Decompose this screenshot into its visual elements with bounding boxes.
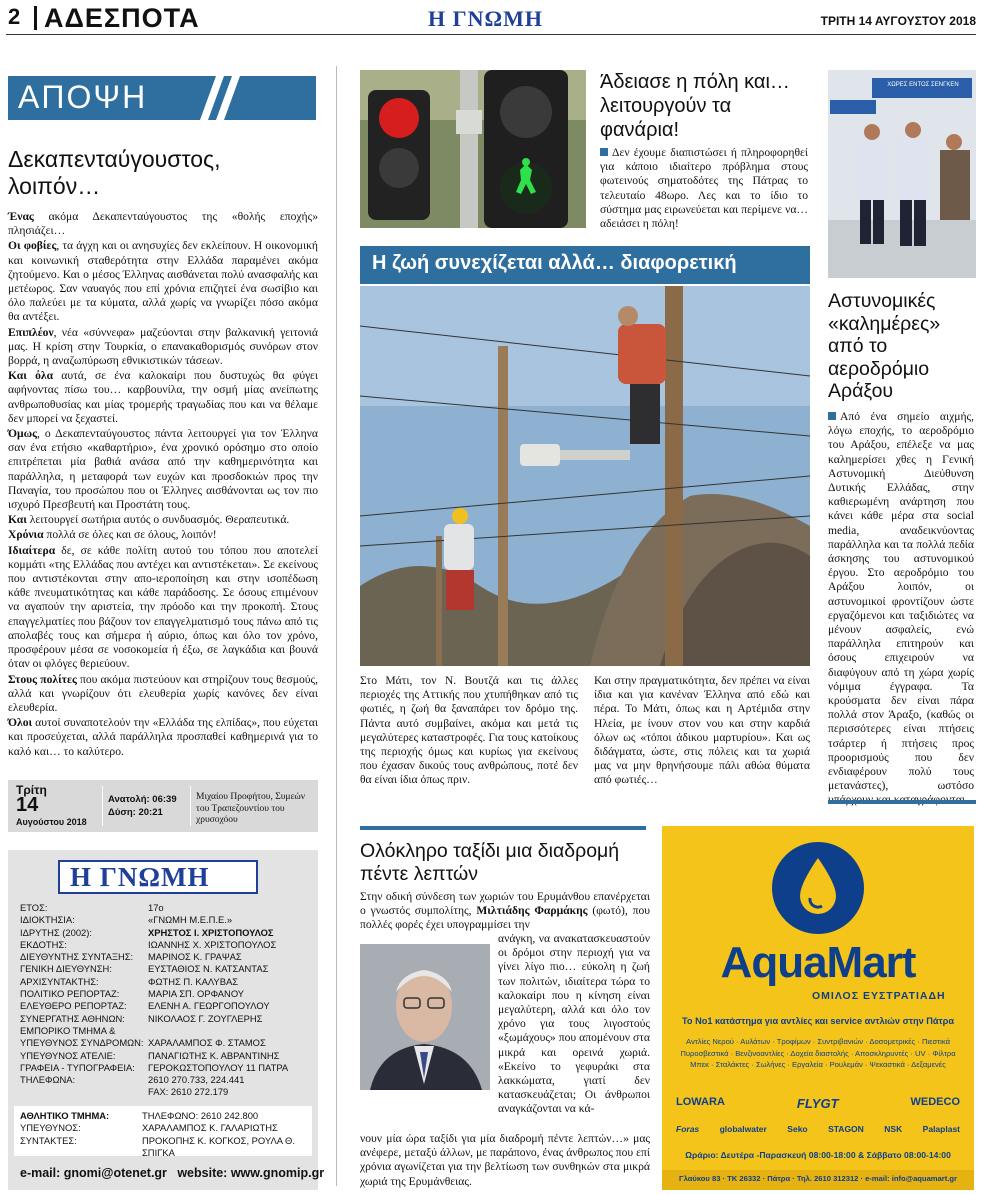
saints-of-day: Μιχαίου Προφήτου, Συμεών του Τραπεζουντίου του χρυσοχόου [196, 792, 306, 825]
staff-box [8, 850, 325, 1190]
staff-row: FAX: 2610 272.179 [148, 1086, 229, 1098]
bullet-square-icon [600, 148, 608, 156]
police-rule [828, 800, 976, 804]
traffic-lights-photo [360, 70, 586, 228]
life-col2: Και στην πραγματικότητα, δεν πρέπει να είναι ίδια και για κανέναν Έλληνα από εδώ και πέρα. Το Μάτι, όπως και η Αρτέμιδα στην Ηλεία, με ίνουν στον νου και στην καρδιά όλων ως «τόποι άδικου μαρτυρίου». Και ως διδάγματα, ώστε, στις πόλεις και τα χωριά μας να μην θρηνήσουμε πάλι αθώα θύματα από φωτιές… [594, 674, 810, 787]
staff-list [20, 902, 310, 1099]
staff-row: ΙΔΡΥΤΗΣ (2002): ΧΡΗΣΤΟΣ Ι. ΧΡΙΣΤΟΠΟΥΛΟΣ [20, 926, 274, 938]
brand-logo: Foras [676, 1124, 700, 1134]
masthead-logo: Η ΓΝΩΜΗ [428, 6, 543, 31]
lights-headline: Άδειασε η πόλη και… λειτουργούν τα φανάρια! [600, 71, 790, 141]
staff-row: ΥΠΕΥΘΥΝΟΣ ΑΤΕΛΙΕ: ΠΑΝΑΓΙΩΤΗΣ Κ. ΑΒΡΑΝΤΙΝΗΣ [20, 1049, 280, 1061]
brand-logo: LOWARA [676, 1096, 725, 1108]
staff-row: ΕΚΔΟΤΗΣ: ΙΩΑΝΝΗΣ Χ. ΧΡΙΣΤΟΠΟΥΛΟΣ [20, 938, 277, 950]
header-rule [6, 34, 976, 35]
sunset: Δύση: 20:21 [108, 807, 163, 818]
trip-headline: Ολόκληρο ταξίδι μια διαδρομή πέντε λεπτών [360, 840, 620, 885]
ad-address: Γλαύκου 83 · ΤΚ 26332 · Πάτρα · Τηλ. 2610 312312 · e-mail: info@aquamart.gr [679, 1174, 957, 1183]
brand-logos-row1 [676, 1096, 960, 1111]
portrait-photo [360, 944, 490, 1090]
opinion-title [8, 146, 318, 200]
brand-logo: FLYGT [796, 1096, 839, 1111]
staff-logo: Η ΓΝΩΜΗ [70, 862, 210, 892]
section-title: ΑΔΕΣΠΟΤΑ [44, 3, 200, 33]
staff-row: ΓΡΑΦΕΙΑ - ΤΥΠΟΓΡΑΦΕΙΑ: ΓΕΡΟΚΩΣΤΟΠΟΥΛΟΥ 11 ΠΑΤΡΑ [20, 1061, 289, 1073]
almanac-month-year: Αυγούστου 2018 [16, 817, 87, 827]
contact-footer: e-mail: gnomi@otenet.gr website: www.gnomip.gr [20, 1166, 325, 1180]
column-rule [336, 66, 337, 1186]
bullet-square-icon [828, 412, 836, 420]
brand-logos-row2 [676, 1124, 960, 1134]
sunrise: Ανατολή: 06:39 [108, 794, 177, 805]
opinion-title-line2: λοιπόν… [8, 173, 101, 199]
almanac-divider [102, 786, 103, 826]
opinion-title-line1: Δεκαπενταύγουστος, [8, 146, 221, 172]
police-body: Από ένα σημείο αιχμής, λόγω εποχής, το αεροδρόμιο του Αράξου, επέλεξε να μας καλημερίσει χθες η Γενική Αστυνομική Διεύθυνση Δυτικής Ελλάδας, στην καθιερωμένη ανάρτηση που κάνει κάθε μέρα στα social media, αναδεικνύοντας παράλληλα και τα πολλά πεδία άσκησης του αστυνομικού έργου. Στο αεροδρόμιο του Αράξου λοιπόν, οι αστυνομικοί φροντίζουν ώστε εργαζόμενοι και ταξιδιώτες να μένουν ασφαλείς, ενώ παράλληλα επιτηρούν και όσους επιχειρούν να διαφύγουν από τη χώρα χωρίς νόμιμα έγγραφα. Τα κρούσματα δεν είναι πάρα πολλά στον Άραξο, (καθώς οι περισσότερες είναι πτήσεις τσάρτερ ή πτήσεις προς προορισμούς που δεν ενδιαφέρουν πολύ τους μετανάστες), ωστόσο [828, 410, 974, 793]
trip-beside-photo: ανάγκη, να ανακατασκευαστούν οι δρόμοι στην περιοχή για να γίνει λίγο πιο… εύκολη η ζωή των πολιτών, ιδιαίτερα τώρα το καλοκαίρι που η κίνηση είναι μεγαλύτερη, αλλά και όλο τον χρόνο για τους λιγοστούς «ξωμάχους» που απομένουν στα μικρά και ορεινά χωριά. «Εκείνο το γεφυράκι στα λακκώματα, γιατί δεν κατασκευάζεται; Οι άνθρωποι αναγκάζονται να κά- [498, 932, 650, 1116]
brand-logo: WEDECO [910, 1096, 960, 1108]
sports-section [14, 1106, 312, 1156]
almanac-day-number: 14 [16, 794, 39, 816]
header-divider [34, 6, 37, 30]
opinion-banner [8, 76, 316, 120]
linemen-photo [360, 286, 810, 666]
lights-body: Δεν έχουμε διαπιστώσει ή πληροφορηθεί για κάποιο ιδιαίτερο πρόβλημα στους φωτεινούς σηματοδότες της Πάτρας το τελευταίο 48ωρο. Λες και το ίδιο το σύστημα μας ειρωνεύεται και περίμενε να… αδειάσει η πόλη! [600, 146, 808, 231]
staff-row: ΙΔΙΟΚΤΗΣΙΑ: «ΓΝΩΜΗ Μ.Ε.Π.Ε.» [20, 914, 233, 926]
header-date: ΤΡΙΤΗ 14 ΑΥΓΟΥΣΤΟΥ 2018 [820, 14, 976, 28]
staff-row: ΓΕΝΙΚΗ ΔΙΕΥΘΥΝΣΗ: ΕΥΣΤΑΘΙΟΣ Ν. ΚΑΤΣΑΝΤΑΣ [20, 963, 269, 975]
opinion-banner-text: ΑΠΟΨΗ [18, 79, 148, 115]
staff-row: ΥΠΕΥΘΥΝΟΣ: ΧΑΡΑΛΑΜΠΟΣ Κ. ΓΑΛΑΡΙΩΤΗΣ [20, 1122, 278, 1134]
paragraph: Στους πολίτες που ακόμα πιστεύουν και στηρίζουν τους θεσμούς, αλλά και γνωρίζουν ότι ελευθερία χωρίς κανόνες δεν είναι ελευθερία. [8, 672, 318, 714]
paragraph: Και όλα αυτά, σε ένα καλοκαίρι που δυστυχώς θα φύγει αφήνοντας πίσω του… καρβουνίλα, την οσμή μίας ανείπωτης ανθρωποθυσίας και μίας τρομερής τραγωδίας που και να θέλαμε δεν μπορεί να ξεχαστεί. [8, 369, 318, 425]
paragraph: Επιπλέον, νέα «σύννεφα» μαζεύονται στην βαλκανική γειτονιά μας. Η κρίση στην Τουρκία, ο επανακαθορισμός συνόρων στον βορρά, η αναζωπύρωση εθνικιστικών τάσεων. [8, 325, 318, 368]
page-header [0, 0, 1000, 38]
trip-tail: νουν μία ώρα ταξίδι για μία διαδρομή πέντε λεπτών…» μας ανέφερε, μεταξύ άλλων, με παράπονο, ένας άνθρωπος που επί χρόνια αγωνίζεται για την βελτίωση των συνθηκών στα μικρά χωριά της Ερυμάνθειας. [360, 1132, 650, 1188]
staff-row: ΔΙΕΥΘΥΝΤΗΣ ΣΥΝΤΑΞΗΣ: ΜΑΡΙΝΟΣ Κ. ΓΡΑΨΑΣ [20, 951, 242, 963]
almanac-box [8, 780, 318, 832]
life-story-title: Η ζωή συνεχίζεται αλλά… διαφορετική [372, 252, 737, 274]
opinion-body [8, 210, 318, 760]
staff-row: ΠΟΛΙΤΙΚΟ ΡΕΠΟΡΤΑΖ: ΜΑΡΙΑ ΣΠ. ΟΡΦΑΝΟΥ [20, 988, 245, 1000]
paragraph: Οι φοβίες, τα άγχη και οι ανησυχίες δεν εκλείπουν. Η οικονομική και κοινωνική σταθερότητα στην Ελλάδα παραμένει ακόμα ζητούμενο. Και ο μέσος Έλληνας αισθάνεται πολύ ανασφαλής και μετέωρος. Σαν ναυαγός που επί χρόνια επιζητεί ένα σωσίβιο και όλο παλεύει με τα κύματα, αλλά χωρίς να γνωρίζει πόσο ακόμα θα αντέξει. [8, 239, 318, 324]
ad-tagline: Το Νο1 κατάστημα για αντλίες και service αντλιών στην Πάτρα [682, 1016, 954, 1026]
staff-row: ΣΥΝΕΡΓΑΤΗΣ ΑΘΗΝΩΝ: ΝΙΚΟΛΑΟΣ Γ. ΖΟΥΓΛΕΡΗΣ [20, 1012, 263, 1024]
life-col1: Στο Μάτι, τον Ν. Βουτζά και τις άλλες περιοχές της Αττικής που χτυπήθηκαν από τις φωτιές, η ζωή θα ξαναπάρει τον δρόμο της. Πάντα αυτό συμβαίνει, ακόμα και μετά τις μεγαλύτερες καταστροφές. Για τους κατοίκους της περιοχής όμως και κυρίως για εκείνους που έχασαν δικούς τους ανθρώπους, ποτέ δεν θα είναι ίδια όπως πριν. [360, 674, 578, 787]
paragraph: Χρόνια πολλά σε όλες και σε όλους, λοιπόν! [8, 528, 217, 542]
staff-row: ΤΗΛΕΦΩΝΑ: 2610 270.733, 224.441 [20, 1074, 245, 1086]
brand-logo: globalwater [719, 1124, 767, 1134]
brand-logo: NSK [884, 1124, 903, 1134]
ad-hours: Ωράριο: Δευτέρα -Παρασκευή 08:00-18:00 & Σάββατο 08:00-14:00 [685, 1150, 951, 1160]
water-drop-icon [770, 840, 866, 936]
staff-row: ΕΛΕΥΘΕΡΟ ΡΕΠΟΡΤΑΖ: ΕΛΕΝΗ Α. ΓΕΩΡΓΟΠΟΥΛΟΥ [20, 1000, 270, 1012]
ad-group: ΟΜΙΛΟΣ ΕΥΣΤΡΑΤΙΑΔΗ [812, 990, 946, 1002]
aquamart-ad [662, 826, 974, 1190]
paragraph: Όμως, ο Δεκαπενταύγουστος πάντα λειτουργεί για τον Έλληνα σαν ένα ετήσιο «καθαρτήριο», ένα χρονικό ορόσημο στο οποίο επιτρέπεται μία βαθιά ανάσα από την καθημερινότητα και παράλληλα, η μεταφορά των ευχών και προσδοκιών προς την Παναγία, του προσώπου που οι Έλληνες αισθάνονται ως τον πιο ισχυρό Πρεσβευτή και Προστάτη τους. [8, 427, 318, 512]
staff-row: ΕΤΟΣ: 17ο [20, 902, 164, 913]
airport-sign-text: ΧΩΡΕΣ ΕΝΤΟΣ ΣΕΝΓΚΕΝ [887, 82, 959, 88]
brand-logo: STAGON [828, 1124, 864, 1134]
staff-row: ΕΜΠΟΡΙΚΟ ΤΜΗΜΑ & [20, 1024, 116, 1036]
staff-row: ΣΥΝΤΑΚΤΕΣ: ΠΡΟΚΟΠΗΣ Κ. ΚΟΓΚΟΣ, ΡΟΥΛΑ Θ. ΣΠΙΓΚΑ [20, 1134, 295, 1158]
trip-intro: Στην οδική σύνδεση των χωριών του Ερυμάνθου επανέρχεται ο γνωστός συμπολίτης, Μιλτιάδης Φαρμάκης (φωτό), που πολλές φορές έχει υπογραμμίσει την [360, 890, 650, 932]
brand-logo: Seko [787, 1124, 808, 1134]
brand-logo: Palaplast [922, 1124, 960, 1134]
ad-brand: AquaMart [720, 938, 916, 987]
almanac-divider [190, 786, 191, 826]
police-headline: Αστυνομικές «καλημέρες» από το αεροδρόμιο Αράξου [828, 290, 941, 402]
ad-products: Αντλίες Νερού · Αυλάτων · Τροφίμων · Συντριβανιών · Δοσομετρικές · Πιεστικά Πυροσβεστικά · Βενζινοαντλίες · Δοχεία διαστολής · Αποσκληρυντές · UV · Φίλτρα Μπεκ · Σταλάκτες · Σωλήνες · Εργαλεία · Ρουλεμάν · Ψεκαστικά · Δεξαμενές [680, 1037, 956, 1069]
page-number: 2 [8, 4, 21, 29]
staff-row: ΑΘΛΗΤΙΚΟ ΤΜΗΜΑ: ΤΗΛΕΦΩΝΟ: 2610 242.800 [20, 1110, 259, 1121]
paragraph: Ιδιαίτερα δε, σε κάθε πολίτη αυτού του τόπου που αποτελεί κομμάτι «της Ελλάδας που αντέχει και αντιστέκεται». Σε εκείνους που αντιστέκονται στην απο-ιεροποίηση και στην ισοπέδωση κάθε πνευματικότητας και κάθε παράδοσης. Σε όσους επιμένουν να αγαπούν την αριστεία, την πρόοδο και την προκοπή. Στους επαγγελματίες που βάζουν τον επαγγελματισμό τους πάνω από τις απολαβές τους και σήμερα ή αύριο, όπως και όλο τον χρόνο, προσφέρουν μέσα σε νοσοκομεία ή έξω, σε λαγκάδια και βουνά όταν οι φλόγες θεριεύουν. [8, 543, 318, 671]
staff-row: ΥΠΕΥΘΥΝΟΣ ΣΥΝΔΡΟΜΩΝ: ΧΑΡΑΛΑΜΠΟΣ Φ. ΣΤΑΜΟΣ [20, 1037, 266, 1049]
paragraph: Ένας ακόμα Δεκαπενταύγουστος της «θολής εποχής» πλησιάζει… [8, 210, 318, 238]
paragraph: Όλοι αυτοί συναποτελούν την «Ελλάδα της ελπίδας», που εύχεται και προσεύχεται, αλλά παράλληλα προσπαθεί καθημερινά για το καλό και… το καλύτερο. [8, 716, 318, 758]
staff-row: ΑΡΧΙΣΥΝΤΑΚΤΗΣ: ΦΩΤΗΣ Π. ΚΑΛΥΒΑΣ [20, 975, 238, 987]
airport-police-photo [828, 70, 976, 278]
paragraph: Και λειτουργεί σωτήρια αυτός ο συνδυασμός. Θεραπευτικά. [8, 513, 290, 527]
life-story-banner [360, 246, 810, 284]
almanac-day: Τρίτη [16, 783, 47, 797]
trip-rule [360, 826, 646, 830]
